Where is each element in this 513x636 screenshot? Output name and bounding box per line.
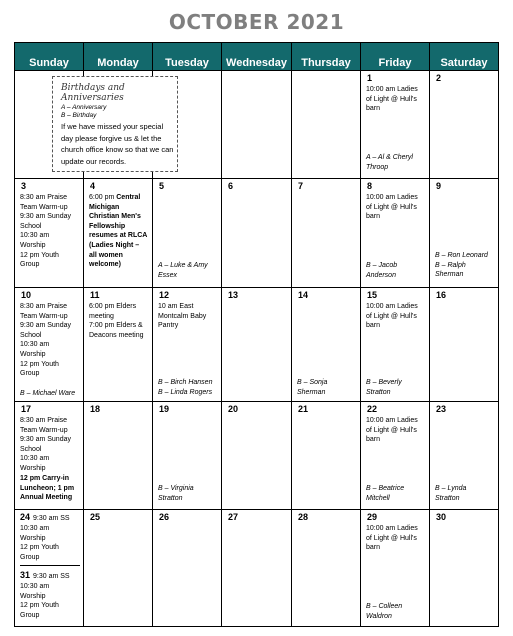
birthday-text: B – Lynda Stratton bbox=[435, 485, 467, 502]
day-number: 6 bbox=[228, 181, 234, 191]
day-number: 12 bbox=[159, 290, 170, 300]
event-text: 10:00 am Ladies of Light @ Hull's barn bbox=[366, 525, 418, 552]
notice-text: If we have missed your special day please forgive us & let the church office know so that we can update our records. bbox=[61, 122, 174, 166]
event-text: 10:00 am Ladies of Light @ Hull's barn bbox=[366, 303, 418, 330]
legend-anniversary: A – Anniversary bbox=[61, 104, 107, 111]
day-cell-oct-2 bbox=[430, 71, 499, 179]
day-number: 1 bbox=[367, 73, 373, 83]
event-time: 9:30 am SS bbox=[33, 573, 70, 580]
event-text: 10:30 am Worship 12 pm Youth Group bbox=[20, 525, 59, 561]
day-number: 26 bbox=[159, 512, 170, 522]
birthday-text: B – Ron Leonard B – Ralph Sherman bbox=[435, 252, 488, 279]
event-text: 8:30 am Praise Team Warm-up 9:30 am Sunday School 10:30 am Worship bbox=[20, 417, 71, 472]
birthday-text: A – Luke & Amy Essex bbox=[158, 262, 208, 279]
birthday-text: B – Colleen Waldron bbox=[366, 603, 403, 620]
event-first-line-31 bbox=[20, 571, 81, 582]
event-title: Central Michigan Christian Men's Fellowship resumes at RLCA (Ladies Night – all women welcome) bbox=[89, 194, 148, 269]
event-time: 9:30 am SS bbox=[33, 515, 70, 522]
day-cell-oct-1 bbox=[361, 71, 430, 179]
day-cell-oct-21 bbox=[292, 402, 361, 510]
birthday-text: A – Al & Cheryl Throop bbox=[366, 154, 413, 171]
day-header-wednesday: Wednesday bbox=[222, 42, 292, 71]
day-header-monday: Monday bbox=[84, 42, 153, 71]
day-number: 11 bbox=[90, 290, 100, 300]
day-header-tuesday: Tuesday bbox=[153, 42, 222, 71]
birthdays-anniversaries-notice bbox=[52, 76, 178, 172]
day-number: 3 bbox=[21, 181, 27, 191]
day-number: 16 bbox=[436, 290, 447, 300]
day-cell-oct-4 bbox=[84, 179, 153, 288]
day-number: 20 bbox=[228, 404, 239, 414]
birthday-text: B – Sonja Sherman bbox=[297, 379, 328, 396]
birthday-text: B – Birch Hansen B – Linda Rogers bbox=[158, 379, 213, 396]
day-number: 14 bbox=[298, 290, 309, 300]
day-header-thursday: Thursday bbox=[292, 42, 361, 71]
day-cell-oct-16 bbox=[430, 288, 499, 402]
day-number: 29 bbox=[367, 512, 378, 522]
day-number: 9 bbox=[436, 181, 442, 191]
event-text: 10:30 am Worship 12 pm Youth Group bbox=[20, 583, 59, 619]
day-cell-oct-3 bbox=[14, 179, 84, 288]
event-text: 8:30 am Praise Team Warm-up 9:30 am Sunday School 10:30 am Worship 12 pm Youth Group bbox=[20, 194, 71, 269]
notice-heading: Birthdays and Anniversaries bbox=[61, 83, 125, 103]
day-header-friday: Friday bbox=[361, 42, 430, 71]
day-cell-oct-11 bbox=[84, 288, 153, 402]
day-number: 24 bbox=[20, 512, 31, 522]
day-number: 15 bbox=[367, 290, 378, 300]
day-number: 2 bbox=[436, 73, 442, 83]
event-highlight: 12 pm Carry-in Luncheon; 1 pm Annual Meeting bbox=[20, 475, 75, 502]
day-number: 31 bbox=[20, 570, 31, 580]
day-number: 7 bbox=[298, 181, 304, 191]
day-number: 30 bbox=[436, 512, 447, 522]
event-text: 10:00 am Ladies of Light @ Hull's barn bbox=[366, 86, 418, 113]
day-cell-oct-15 bbox=[361, 288, 430, 402]
day-number: 25 bbox=[90, 512, 101, 522]
day-number: 4 bbox=[90, 181, 96, 191]
day-number: 28 bbox=[298, 512, 309, 522]
day-cell-oct-9 bbox=[430, 179, 499, 288]
birthday-text: B – Beverly Stratton bbox=[366, 379, 402, 396]
day-cell-oct-18 bbox=[84, 402, 153, 510]
day-number: 8 bbox=[367, 181, 373, 191]
day-number: 22 bbox=[367, 404, 378, 414]
day-number: 17 bbox=[21, 404, 32, 414]
day-number: 27 bbox=[228, 512, 239, 522]
day-header-saturday: Saturday bbox=[430, 42, 499, 71]
day-cell-oct-10 bbox=[14, 288, 84, 402]
day-cell-oct-12 bbox=[153, 288, 222, 402]
page-title: OCTOBER 2021 bbox=[168, 10, 345, 34]
day-cell-empty bbox=[292, 71, 361, 179]
day-cell-oct-26 bbox=[153, 510, 222, 627]
birthday-text: B – Jacob Anderson bbox=[366, 262, 398, 279]
event-text: 10 am East Montcalm Baby Pantry bbox=[158, 303, 207, 330]
day-cell-oct-20 bbox=[222, 402, 292, 510]
day-cell-oct-23 bbox=[430, 402, 499, 510]
day-number: 10 bbox=[21, 290, 32, 300]
day-cell-oct-13 bbox=[222, 288, 292, 402]
day-cell-oct-27 bbox=[222, 510, 292, 627]
event-text: 8:30 am Praise Team Warm-up 9:30 am Sunday School 10:30 am Worship 12 pm Youth Group bbox=[20, 303, 71, 378]
day-number: 5 bbox=[159, 181, 165, 191]
day-cell-oct-29 bbox=[361, 510, 430, 627]
calendar-grid bbox=[14, 42, 499, 627]
day-cell-oct-8 bbox=[361, 179, 430, 288]
day-number: 13 bbox=[228, 290, 239, 300]
day-cell-oct-24-31 bbox=[14, 510, 84, 627]
birthday-text: B – Michael Ware bbox=[20, 390, 76, 397]
event-time: 6:00 pm bbox=[89, 194, 117, 201]
day-cell-oct-14 bbox=[292, 288, 361, 402]
day-header-sunday: Sunday bbox=[14, 42, 84, 71]
day-cell-oct-25 bbox=[84, 510, 153, 627]
day-cell-empty bbox=[222, 71, 292, 179]
birthday-text: B – Virginia Stratton bbox=[158, 485, 194, 502]
notice-legend bbox=[61, 104, 106, 120]
day-cell-oct-6 bbox=[222, 179, 292, 288]
event-text: 10:00 am Ladies of Light @ Hull's barn bbox=[366, 417, 418, 444]
event-text: 10:00 am Ladies of Light @ Hull's barn bbox=[366, 194, 418, 221]
day-cell-oct-19 bbox=[153, 402, 222, 510]
divider bbox=[20, 565, 80, 566]
day-number: 23 bbox=[436, 404, 447, 414]
day-cell-oct-7 bbox=[292, 179, 361, 288]
day-number: 21 bbox=[298, 404, 309, 414]
day-number: 19 bbox=[159, 404, 170, 414]
day-cell-oct-17 bbox=[14, 402, 84, 510]
event-text bbox=[89, 193, 150, 270]
day-cell-oct-5 bbox=[153, 179, 222, 288]
day-number: 18 bbox=[90, 404, 101, 414]
event-first-line-24 bbox=[20, 513, 81, 524]
day-cell-oct-28 bbox=[292, 510, 361, 627]
birthday-text: B – Beatrice Mitchell bbox=[366, 485, 405, 502]
event-text: 6:00 pm Elders meeting 7:00 pm Elders & Deacons meeting bbox=[89, 303, 144, 339]
day-cell-oct-30 bbox=[430, 510, 499, 627]
day-cell-oct-22 bbox=[361, 402, 430, 510]
legend-birthday: B – Birthday bbox=[61, 112, 97, 119]
